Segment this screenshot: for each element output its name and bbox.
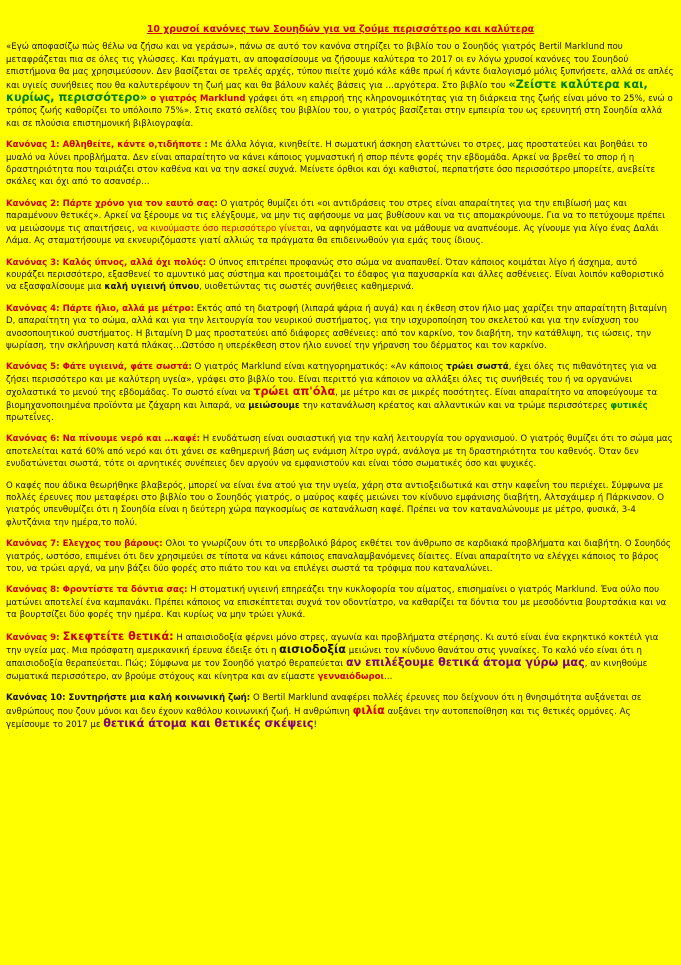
rule-heading: Κανόνας 10: Συντηρήστε μια καλή κοινωνική ζωή: [6,693,251,704]
intro-paragraph: «Εγώ αποφασίζω πώς θέλω να ζήσω και να γεράσω», πάνω σε αυτό τον κανόνα στηρίζει το βιβλίο του ο Σουηδός γιατρός Bertil Marklund που μεταφράζεται πια σε όλες τις γλώσσες. Και πράγματι, αν αποφασίσουμε να ζήσουμε καλύτερα το 2017 οι εν λόγω χρυσοί κανόνες του Σουηδού επιστήμονα θα μας χρησιμεύσουν. Δεν βασίζεται σε τρελές αρχές, τύπου πιείτε χυμό κάλε κάθε πρωί ή κάντε διαλογισμό μόλις ξυπνήσετε, αλλά σε απλές και υγιείς συνήθειες που θα καλυτερέψουν τη ζωή μας και θα βάλουν καλές βάσεις για …αργότερα. Στο βιβλίο του «Ζείστε καλύτερα και, κυρίως, περισσότερο» ο γιατρός Marklund γράφει ότι «η επιρροή της κληρονομικότητας για τη διάρκεια της ζωής είναι μόνο το 25%, ενώ ο τρόπος ζωής καθορίζει το υπόλοιπο 75%». Στις εκατό σελίδες του βιβλίου του, ο γιατρός βασίζεται στην εμπειρία του ως ερευνητή στη Σουηδία αλλά και σε πλούσια επιστημονική βιβλιογραφία. [6,42,674,129]
rule-heading: Κανόνας 5: Φάτε υγιεινά, φάτε σωστά: [6,362,192,373]
book-title: «Ζείστε καλύτερα και, κυρίως, περισσότερο» [6,77,648,105]
rule-heading: Κανόνας 1: Αθληθείτε, κάντε ο,τιδήποτε : [6,140,208,151]
rule-1: Κανόνας 1: Αθληθείτε, κάντε ο,τιδήποτε : Με άλλα λόγια, κινηθείτε. Η σωματική άσκηση ελαττώνει το στρες, μας προστατεύει και βοηθάει το μυαλό να λύνει προβλήματα. Δεν είναι απαραίτητο να κάνει κάποιος γυμναστική ή σπορ πέντε φορές την εβδομάδα. Αρκεί να βρεθεί το σπορ ή η δραστηριότητα που ταιριάζει στον καθένα και να την ασκεί συχνά. Μείνετε όρθιοι και όχι καθιστοί, περπατήστε όσο περισσότερο μπορείτε, ανεβείτε σκάλες και όχι από το ασανσέρ… [6,140,656,188]
rule-heading: Κανόνας 8: Φροντίστε τα δόντια σας: [6,585,188,596]
rule-4: Κανόνας 4: Πάρτε ήλιο, αλλά με μέτρο: Εκτός από τη διατροφή (λιπαρά ψάρια ή αυγά) και η έκθεση στον ήλιο μας χαρίζει την απαραίτητη βιταμίνη D, απαραίτητη για το σώμα, αλλά και για την λειτουργία του νευρικού συστήματος, για την ισχυροποίηση του σκελετού και για την ενίσχυση του ανοσοποιητικού συστήματος. Η βιταμίνη D μας προστατεύει από διάφορες ασθένειες: από τον καρκίνο, τον διαβήτη, την κατάθλιψη, τις ιώσεις, την ψωρίαση, την σκλήρυνση κατά πλάκας…Ωστόσο η υπερέκθεση στον ήλιο ευνοεί την γήρανση του δέρματος και τον καρκίνο. [6,303,667,351]
rule-3: Κανόνας 3: Καλός ύπνος, αλλά όχι πολύς: Ο ύπνος επιτρέπει προφανώς στο σώμα να αναπαυθεί. Όταν κάποιος κοιμάται λίγο ή άσχημα, αυτό κουράζει περισσότερο, εξασθενεί το αμυντικό μας σύστημα και προετοιμάζει το έδαφος για παχυσαρκία και άλλες ασθένειες. Είναι λοιπόν καθοριστικό να εξασφαλίσουμε μια καλή υγιεινή ύπνου, υιοθετώντας τις σωστές συνήθειες καθημερινά. [6,257,664,293]
rule-8: Κανόνας 8: Φροντίστε τα δόντια σας: Η στοματική υγιεινή επηρεάζει την κυκλοφορία του αίματος, επισημαίνει ο γιατρός Marklund. Ένα ούλο που ματώνει αποτελεί ένα καμπανάκι. Πρέπει κάποιος να επισκέπτεται συχνά τον οδοντίατρο, να καθαρίζει τα δόντια του με μεσοδόντια βουρτσάκια και να τα βουρτσίζει δύο φορές την ημέρα. Και κυρίως να μην τρώει γλυκά. [6,585,667,621]
rule-10: Κανόνας 10: Συντηρήστε μια καλή κοινωνική ζωή: Ο Bertil Marklund αναφέρει πολλές έρευνες που δείχνουν ότι η θνησιμότητα αυξάνεται σε ανθρώπους που ζουν μόνοι και δεν έχουν καθόλου κοινωνική ζωή. Η ανθρώπινη φιλία αυξάνει την αυτοπεποίθηση και τις θετικές ορμόνες. Ας γεμίσουμε το 2017 με θετικά άτομα και θετικές σκέψεις! [6,693,642,731]
rule-heading: Κανόνας 6: Να πίνουμε νερό και …καφέ: [6,434,201,445]
rule-heading: Κανόνας 7: Ελεγχος του βάρους: [6,539,163,550]
rule-heading: Κανόνας 2: Πάρτε χρόνο για τον εαυτό σας: [6,198,218,209]
rule-6: Κανόνας 6: Να πίνουμε νερό και …καφέ: Η ενυδάτωση είναι ουσιαστική για την καλή λειτουργία του οργανισμού. Ο γιατρός θυμίζει ότι το σώμα μας αποτελείται κατά 60% από νερό και ότι χάνει σε καθημερινή βάση ως ενάμιση λίτρο υγρά, ανάλογα με τη δραστηριότητα του καθενός. Όταν δεν ενυδατώνεται σωστά, τότε οι αρνητικές συνέπειες δεν αργούν να εμφανιστούν και είναι τόσο σωματικές όσο και ψυχικές. [6,434,673,470]
rule-heading: Κανόνας 9: [6,632,63,643]
article-title: 10 χρυσοί κανόνες των Σουηδών για να ζούμε περισσότερο και καλύτερα [146,24,535,35]
rule-5: Κανόνας 5: Φάτε υγιεινά, φάτε σωστά: Ο γιατρός Marklund είναι κατηγορηματικός: «Αν κάποιος τρώει σωστά, έχει όλες τις πιθανότητες για να ζήσει περισσότερο και με καλύτερη υγεία», γράφει στο βιβλίο του. Είναι περιττό για κάποιον να αλλάξει όλες τις συνήθειές του ή να οργανώνει σχολαστικά το μενού της εβδομάδας. Το σωστό είναι να τρώει απ'όλα, με μέτρο και σε μικρές ποσότητες. Είναι απαραίτητο να αποφεύγουμε τα βιομηχανοποιημένα προϊόντα με ζάχαρη και λιπαρά, να μειώσουμε την κατανάλωση κρέατος και αλλαντικών και να τρώμε περισσότερες φυτικές πρωτεΐνες. [6,362,658,423]
rule-heading: Κανόνας 4: Πάρτε ήλιο, αλλά με μέτρο: [6,303,195,314]
rule-heading: Κανόνας 3: Καλός ύπνος, αλλά όχι πολύς: [6,257,207,268]
rule-6-coffee: Ο καφές που άδικα θεωρήθηκε βλαβερός, μπορεί να είναι ένα ατού για την υγεία, χάρη στα αντιοξειδωτικά και στην καφεΐνη του περιέχει. Σύμφωνα με πολλές έρευνες που μεταφέρει στο βιβλίο του ο Σουηδός γιατρός, ο μαύρος καφές μειώνει τον κίνδυνο εμφάνισης διαβήτη, Αλτσχάιμερ ή Πάρκινσον. Ο γιατρός υπενθυμίζει ότι η Σουηδία είναι η δεύτερη χώρα παγκοσμίως σε κατανάλωση καφέ. Πρέπει να τον καταναλώνουμε με μέτρο, φυσικά, 3-4 φλυτζάνια την ημέρα,το πολύ. [6,480,664,528]
rule-2: Κανόνας 2: Πάρτε χρόνο για τον εαυτό σας: Ο γιατρός θυμίζει ότι «οι αντιδράσεις του στρες είναι απαραίτητες για την επιβίωσή μας και παραμένουν θετικές». Αρκεί να ξέρουμε να τις ελέγξουμε, να μην τις αφήσουμε να μας βυθίσουν και να τις απομακρύνουμε. Για να το πετύχουμε πρέπει να μειώσουμε τις απαιτήσεις, να κινούμαστε όσο περισσότερο γίνεται, να αφηνόμαστε και να μάθουμε να αναπνέουμε. Ας γίνουμε για λίγο ένας Δαλάι Λάμα. Ας σταματήσουμε να εκνευριζόμαστε γιατί αλλιώς τα πράγματα θα επιδεινωθούν για εμάς τους ίδιους. [6,198,666,247]
rule-9: Κανόνας 9: Σκεφτείτε θετικά: Η απαισιοδοξία φέρνει μόνο στρες, αγωνία και προβλήματα στέρησης. Κι αυτό είναι ένα εκρηκτικό κοκτέιλ για την υγεία μας. Μια πρόσφατη αμερικανική έρευνα έδειξε ότι η αισιοδοξία μειώνει τον κίνδυνο θανάτου στις γυναίκες. Το καλό νέο είναι ότι η απαισιοδοξία θεραπεύεται. Πώς; Σύμφωνα με τον Σουηδό γιατρό θεραπεύεται αν επιλέξουμε θετικά άτομα γύρω μας, αν κινηθούμε σωματικά περισσότερο, αν βρούμε στόχους και κίνητρα και αν είμαστε γενναιόδωροι… [6,629,659,682]
rule-7: Κανόνας 7: Ελεγχος του βάρους: Ολοι το γνωρίζουν ότι το υπερβολικό βάρος εκθέτει τον άνθρωπο σε καρδιακά προβλήματα και διαβήτη. Ο Σουηδός γιατρός, ωστόσο, επιμένει ότι δεν χρησιμεύει σε τίποτα να κάνει κάποιος επαναλαμβανόμενες δίαιτες. Είναι απαραίτητο να ελέγχει κάποιος το βάρος του, να τρώει αργά, να μην βάζει δύο φορές στο πιάτο του και να επιλέγει σωστά τα τρόφιμα που καταναλώνει. [6,539,671,575]
